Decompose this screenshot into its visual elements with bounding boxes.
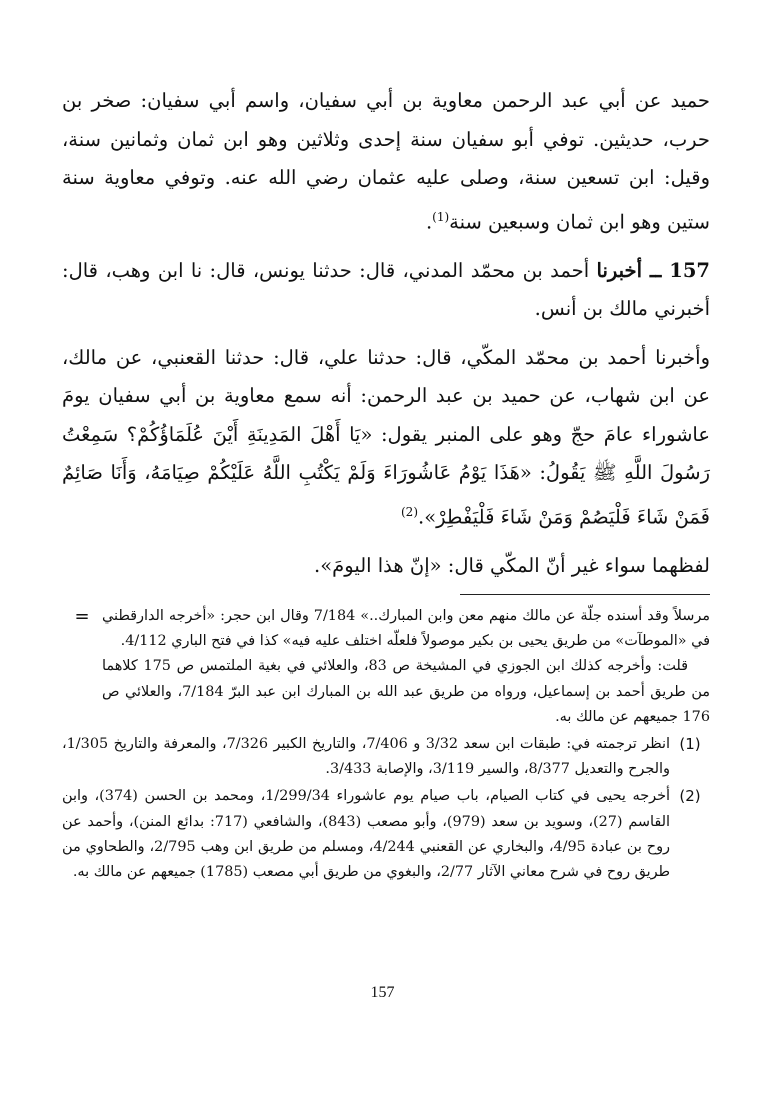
paragraph-muawiya-bio <box>62 82 710 242</box>
paragraph-text: لفظهما سواء غير أنّ المكّي قال: «إنّ هذا اليومَ». <box>314 553 710 577</box>
footnote-text: قلت: وأخرجه كذلك ابن الجوزي في المشيخة ص 83، والعلائي في بغية الملتمس ص 175 كلاهما من طريق أحمد بن إسماعيل، ورواه من طريق عبد الله بن المبارك ابن عبد البرّ 7/184، والعلائي ص 176 جميعهم عن مالك به. <box>102 658 710 725</box>
hadith-dash: ــ <box>641 258 670 282</box>
continuation-mark: = <box>74 606 90 627</box>
footnote-number: (1) <box>679 735 701 754</box>
main-text <box>62 82 710 585</box>
hadith-isnad: أحمد بن محمّد المدني، قال: حدثنا يونس، قال: نا ابن وهب، قال: أخبرني مالك بن أنس. <box>62 258 710 320</box>
paragraph-second-isnad <box>62 339 710 537</box>
paragraph-text: وأخبرنا أحمد بن محمّد المكّي، قال: حدثنا علي، قال: حدثنا القعنبي، عن مالك، عن ابن شهاب، عن حميد بن عبد الرحمن: أنه سمع معاوية بن أبي سفيان يومَ عاشوراء عامَ حجّ وهو على المنبر يقول: «يَا أَهْلَ المَدِينَةِ أَيْنَ عُلَمَاؤُكُمْ؟ سَمِعْتُ رَسُولَ اللَّهِ ﷺ يَقُولُ: «هَذَا يَوْمُ عَاشُورَاءَ وَلَمْ يَكْتُبِ اللَّهُ عَلَيْكُمْ صِيَامَهُ، وَأَنَا صَائِمٌ فَمَنْ شَاءَ فَلْيَصُمْ وَمَنْ شَاءَ فَلْيَفْطِرْ». <box>62 345 710 528</box>
hadith-number: 157 <box>669 258 710 282</box>
footnote-text: مرسلاً وقد أسنده جلّة عن مالك منهم معن وابن المبارك..» 7/184 وقال ابن حجر: «أخرجه الدارقطني في «الموطآت» من طريق يحيى بن بكير موصولاً فلعلّه اختلف عليه فيه» كذا في فتح الباري 4/112. <box>102 608 710 650</box>
footnote-text: انظر ترجمته في: طبقات ابن سعد 3/32 و 7/406، والتاريخ الكبير 7/326، والمعرفة والتاريخ 1/305، والجرح والتعديل 8/377، والسير 3/119، والإصابة 3/433. <box>62 736 670 778</box>
footnote-continuation <box>62 604 710 730</box>
paragraph-wording-note <box>62 547 710 586</box>
footnotes <box>62 604 710 885</box>
footnote-body <box>62 784 670 885</box>
footnote-body <box>102 604 710 730</box>
footnote-body <box>62 732 670 782</box>
hadith-opening-word: أخبرنا <box>596 258 642 282</box>
footnote-text: أخرجه يحيى في كتاب الصيام، باب صيام يوم عاشوراء 1/299/34، ومحمد بن الحسن (374)، وابن القاسم (27)، وسويد بن سعد (979)، وأبو مصعب (843)، والشافعي (717: بدائع المنن)، وأحمد عن روح بن عبادة 4/95، والبخاري عن القعنبي 4/244، ومسلم من طريق ابن وهب 2/795، والطحاوي من طريق روح في شرح معاني الآثار 2/77، والبغوي من طريق أبي مصعب (1785) جميعهم عن مالك به. <box>62 788 671 881</box>
footnote-number: (2) <box>679 787 701 806</box>
page-number: 157 <box>370 984 395 1001</box>
footnote-ref-2: (2) <box>400 504 418 519</box>
paragraph-end: . <box>425 210 433 233</box>
footnote-divider <box>460 594 710 595</box>
paragraph-text: حميد عن أبي عبد الرحمن معاوية بن أبي سفيان، واسم أبي سفيان: صخر بن حرب، حديثين. توفي أبو سفيان سنة إحدى وثلاثين وهو ابن ثمان وثمانين سنة، وقيل: ابن تسعين سنة، وصلى عليه عثمان رضي الله عنه. وتوفي معاوية سنة ستين وهو ابن ثمان وسبعين سنة <box>62 89 710 233</box>
hadith-157 <box>62 252 710 329</box>
footnote-ref-1: (1) <box>432 209 450 224</box>
footnote-2 <box>62 784 710 885</box>
footnote-1 <box>62 732 710 782</box>
